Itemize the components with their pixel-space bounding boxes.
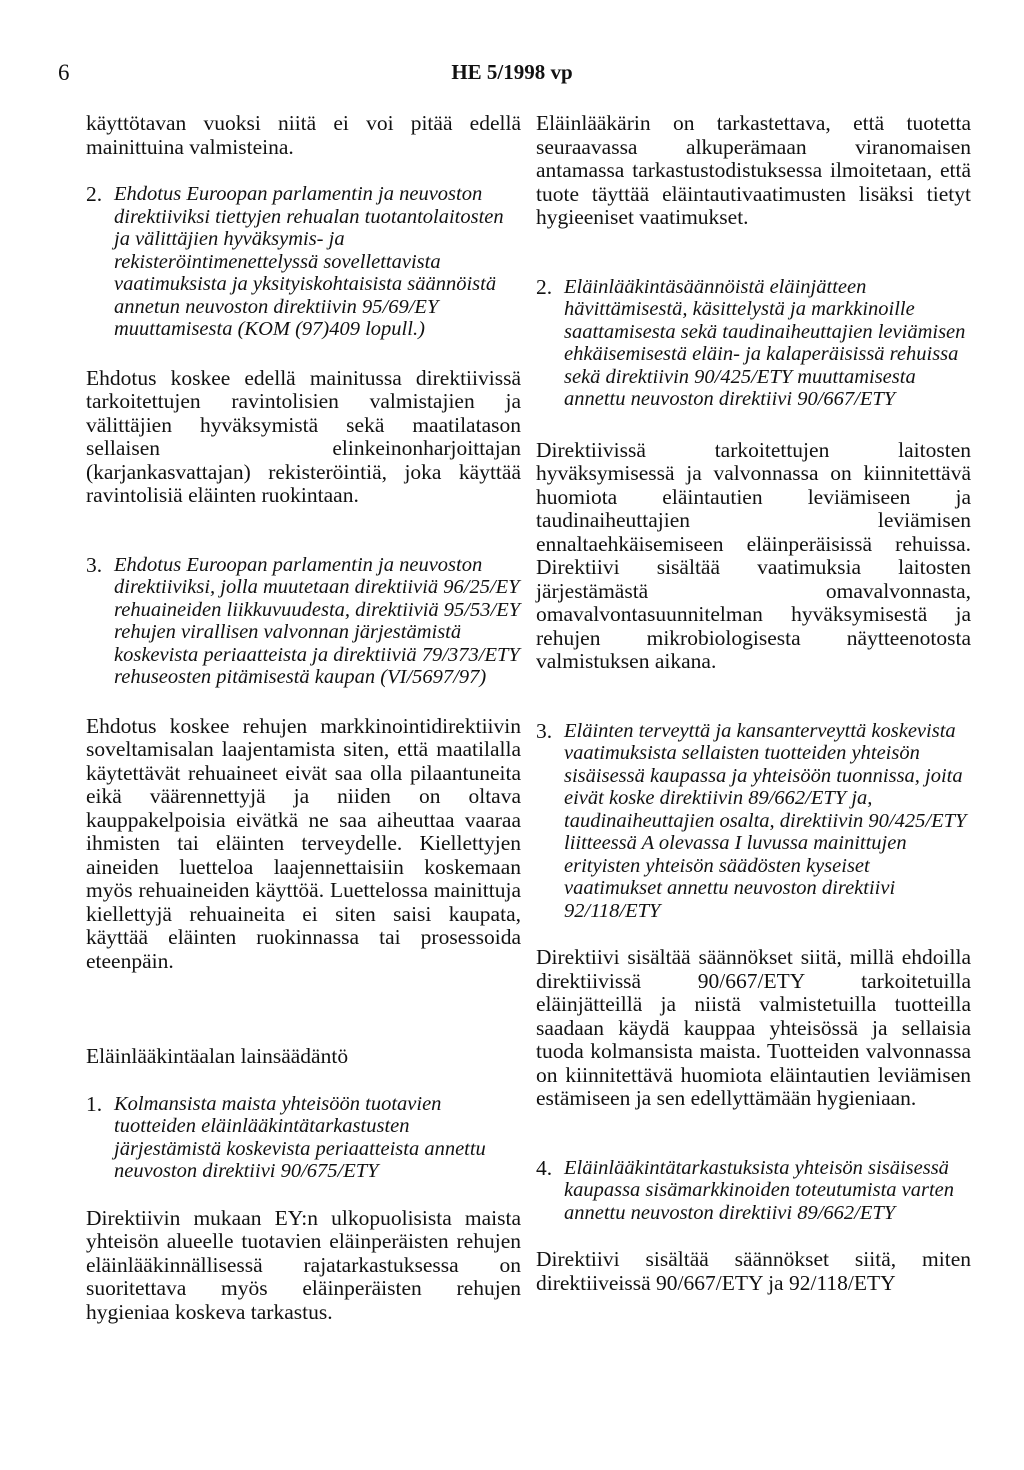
subheading-veterinary-legislation: Eläinlääkintäalan lainsäädäntö (86, 1044, 349, 1068)
vet-section-4-body: Direktiivi sisältää säännökset siitä, miten direktiiveissä 90/667/ETY ja 92/118/ETY (536, 1247, 971, 1295)
section-title: Eläinten terveyttä ja kansanterveyttä koskevista vaatimuksista sellaisten tuotteiden yhteisön sisäisessä kaupassa ja yhteisöön tuonnissa, joita eivät koske direktiivin 89/662/ETY ja, taudinaiheuttajien osalta, direktiivin 90/425/ETY liitteessä A olevassa I luvussa mainittujen erityisten yhteisön säädösten kyseiset vaatimukset annettu neuvoston direktiivi 92/118/ETY (564, 719, 967, 922)
section-number: 2. (536, 274, 553, 299)
continued-paragraph: Eläinlääkärin on tarkastettava, että tuotetta seuraavassa alkuperämaan viranomaisen antamassa tarkastustodistuksessa ilmoitetaan, että tuote täyttää eläintautivaatimusten lisäksi tietyt hygieeniset vaatimukset. (536, 111, 971, 229)
vet-section-2-body: Direktiivissä tarkoitettujen laitosten hyväksymisessä ja valvonnassa on kiinnitettävä huomiota eläintautien leviämiseen ja taudinaiheuttajien leviämisen ennaltaehkäisemiseen eläinperäisissä rehuissa. Direktiivi sisältää vaatimuksia laitosten järjestämästä omavalvonnasta, omavalvontasuunnitelman hyväksymisestä ja rehujen mikrobiologisesta näytteenotosta valmistuksen aikana. (536, 437, 971, 673)
vet-section-3-heading (536, 720, 971, 923)
intro-paragraph: käyttötavan vuoksi niitä ei voi pitää edellä mainittuina valmisteina. (86, 111, 521, 159)
section-title: Eläinlääkintätarkastuksista yhteisön sisäisessä kaupassa sisämarkkinoiden toteutumista varten annettu neuvoston direktiivi 89/662/ETY (564, 1156, 955, 1224)
section-3-body: Ehdotus koskee rehujen markkinointidirektiivin soveltamisalan laajentamista siten, että maatilalla käytettävät rehuaineet eivät saa olla pilaantuneita eikä väärennettyjä ja niiden on oltava kauppakelpoisia eivätkä ne saa aiheuttaa vaaraa ihmisten tai eläinten terveydelle. Kiellettyjen aineiden luetteloa laajennettaisiin koskemaan myös rehuaineiden käyttöä. Luettelossa mainittuja kiellettyjä rehuaineita ei siten saisi kaupata, käyttää eläinten ruokinnassa tai prosessoida eteenpäin. (86, 713, 521, 973)
section-number: 3. (86, 552, 103, 577)
section-number: 3. (536, 718, 553, 743)
vet-section-1-body: Direktiivin mukaan EY:n ulkopuolisista maista yhteisön alueelle tuotavien eläinperäisten rehujen eläinlääkinnällisessä rajatarkastuksessa on suoritettava myös eläinperäisten rehujen hygieniaa koskeva tarkastus. (86, 1205, 521, 1324)
section-title: Kolmansista maista yhteisöön tuotavien tuotteiden eläinlääkintätarkastusten järjestämistä koskevista periaatteista annettu neuvoston direktiivi 90/675/ETY (114, 1092, 486, 1182)
section-2-body: Ehdotus koskee edellä mainitussa direktiivissä tarkoitettujen ravintolisien valmistajien ja välittäjien hyväksymistä sekä maatilatason sellaisen elinkeinonharjoittajan (karjankasvattajan) rekisteröintiä, joka käyttää ravintolisiä eläinten ruokintaan. (86, 365, 521, 507)
vet-section-3-body: Direktiivi sisältää säännökset siitä, millä ehdoilla direktiivissä 90/667/ETY tarkoitetuilla eläinjätteillä ja niistä valmistetuilla tuotteilla saadaan käydä kauppaa yhteisössä ja sellaisia tuoda kolmansista maista. Tuotteiden valvonnassa on kiinnitettävä huomiota eläintautien leviämisen estämiseen ja sen edellyttämään hygieniaan. (536, 945, 971, 1110)
section-title: Ehdotus Euroopan parlamentin ja neuvoston direktiiviksi, jolla muutetaan direktiiviä 96/25/EY rehuaineiden liikkuvuudesta, direktiiviä 95/53/EY rehujen virallisen valvonnan järjestämistä koskevista periaatteista ja direktiiviä 79/373/ETY rehuseosten pitämisestä kaupan (VI/5697/97) (114, 553, 521, 688)
section-3-heading (86, 554, 521, 689)
page-number: 6 (58, 60, 70, 85)
document-reference: HE 5/1998 vp (451, 60, 573, 84)
vet-section-2-heading (536, 276, 971, 411)
left-column (86, 112, 521, 1324)
section-number: 4. (536, 1155, 553, 1180)
section-number: 1. (86, 1091, 103, 1116)
section-title: Ehdotus Euroopan parlamentin ja neuvoston direktiiviksi tiettyjen rehualan tuotantolaitosten ja välittäjien hyväksymis- ja rekisteröintimenettelyssä sovellettavista vaatimuksista ja yksityiskohtaisista säännöistä annetun neuvoston direktiivin 95/69/EY muuttamisesta (KOM (97)409 lopull.) (114, 183, 504, 340)
section-title: Eläinlääkintäsäännöistä eläinjätteen hävittämisestä, käsittelystä ja markkinoille saattamisesta sekä taudinaiheuttajien leviämisen ehkäisemisestä eläin- ja kalaperäisissä rehuissa sekä direktiivin 90/425/ETY muuttamisesta annettu neuvoston direktiivi 90/667/ETY (564, 275, 966, 410)
vet-section-1-heading (86, 1093, 521, 1183)
vet-section-4-heading (536, 1157, 971, 1225)
right-column (536, 112, 971, 1295)
section-2-heading (86, 183, 521, 341)
section-number: 2. (86, 182, 103, 206)
